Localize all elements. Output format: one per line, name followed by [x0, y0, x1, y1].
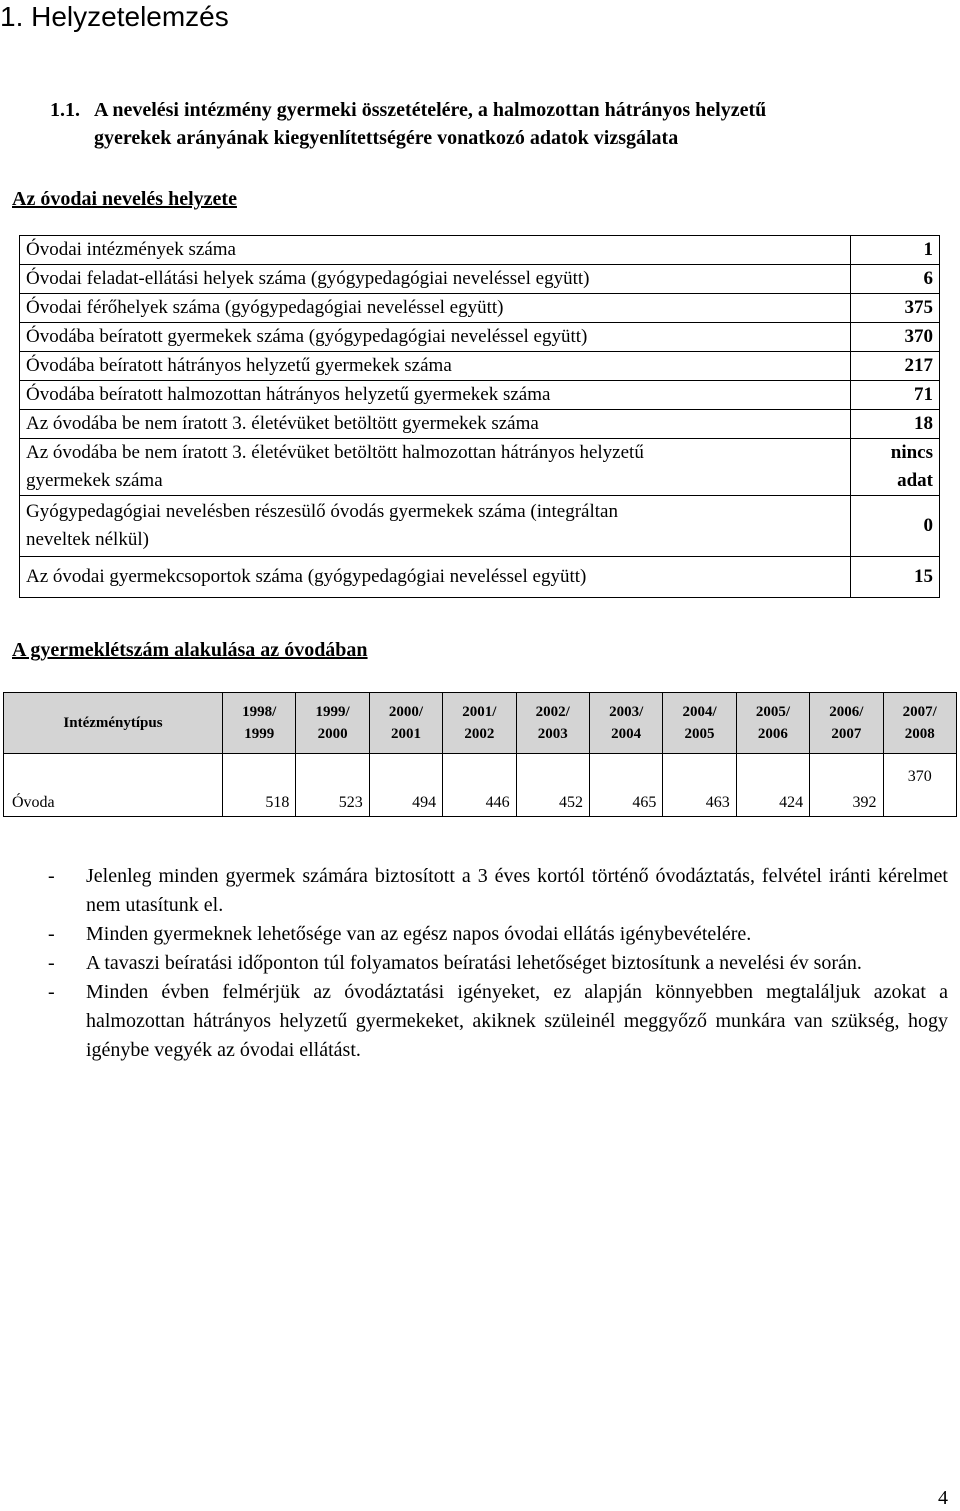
note-text: Jelenleg minden gyermek számára biztosított a 3 éves kortól történő óvodáztatás, felvétel iránti kérelmet nem utasítunk el.: [86, 865, 948, 916]
headcount-cell: 494: [369, 754, 442, 817]
stat-value: 6: [851, 265, 940, 294]
list-dash: -: [48, 952, 55, 974]
headcount-cell: 518: [223, 754, 296, 817]
page-number: 4: [938, 1487, 948, 1509]
stat-label: [20, 439, 851, 496]
stat-label-line-1: Gyógypedagógiai nevelésben részesülő óvodás gyermekek száma (integráltan: [26, 501, 618, 522]
headcount-cell: 523: [296, 754, 369, 817]
stat-value-line-1: nincs: [890, 442, 933, 463]
column-header-year: 2007/ 2008: [883, 693, 956, 754]
list-item: [48, 920, 948, 949]
headcount-table: [3, 692, 957, 817]
kindergarten-situation-title: Az óvodai nevelés helyzete: [12, 188, 237, 210]
table-row: [20, 294, 940, 323]
subheading-number: 1.1.: [50, 99, 80, 121]
subheading-line-1: A nevelési intézmény gyermeki összetételére, a halmozottan hátrányos helyzetű: [94, 99, 767, 121]
note-text: Minden évben felmérjük az óvodáztatási igényeket, ez alapján könnyebben megtaláljuk azokat a halmozottan hátrányos helyzetű gyermekeket, akiknek szüleinél meggyőző munkára van szükség, hogy igénybe vegyék az óvodai ellátást.: [86, 981, 948, 1061]
headcount-cell: 370: [883, 754, 956, 817]
list-dash: -: [48, 865, 55, 887]
table-row: [20, 410, 940, 439]
column-header-year: 2004/ 2005: [663, 693, 736, 754]
stat-label: Az óvodai gyermekcsoportok száma (gyógypedagógiai neveléssel együtt): [20, 557, 851, 598]
table-header-row: [4, 693, 957, 754]
stat-label: Óvodába beíratott halmozottan hátrányos helyzetű gyermekek száma: [20, 381, 851, 410]
stat-value: 15: [851, 557, 940, 598]
headcount-section-title: A gyermeklétszám alakulása az óvodában: [12, 639, 368, 661]
section-subheading: [50, 96, 930, 152]
list-dash: -: [48, 923, 55, 945]
stat-label: Óvodai férőhelyek száma (gyógypedagógiai neveléssel együtt): [20, 294, 851, 323]
list-item: [48, 949, 948, 978]
table-row: [20, 352, 940, 381]
table-row: [20, 439, 940, 496]
table-row: [20, 265, 940, 294]
column-header-year: 2005/ 2006: [736, 693, 809, 754]
headcount-cell: 392: [810, 754, 883, 817]
stat-value: [851, 439, 940, 496]
stat-value-line-2: adat: [897, 470, 933, 491]
list-dash: -: [48, 981, 55, 1003]
stat-value: 71: [851, 381, 940, 410]
row-label: Óvoda: [4, 754, 223, 817]
stat-label: Az óvodába be nem íratott 3. életévüket betöltött gyermekek száma: [20, 410, 851, 439]
column-header-type: Intézménytípus: [4, 693, 223, 754]
table-row: [20, 323, 940, 352]
stat-label-line-2: gyermekek száma: [26, 470, 163, 491]
stat-label: Óvodai feladat-ellátási helyek száma (gyógypedagógiai neveléssel együtt): [20, 265, 851, 294]
column-header-year: 2001/ 2002: [443, 693, 516, 754]
column-header-year: 1999/ 2000: [296, 693, 369, 754]
table-row: [4, 754, 957, 817]
headcount-cell: 446: [443, 754, 516, 817]
stat-label: [20, 496, 851, 557]
stat-label: Óvodai intézmények száma: [20, 236, 851, 265]
headcount-cell: 465: [589, 754, 662, 817]
column-header-year: 2003/ 2004: [589, 693, 662, 754]
subheading-line-2: gyerekek arányának kiegyenlítettségére vonatkozó adatok vizsgálata: [94, 127, 679, 149]
column-header-year: 2000/ 2001: [369, 693, 442, 754]
table-row: [20, 496, 940, 557]
list-item: [48, 862, 948, 920]
column-header-year: 2006/ 2007: [810, 693, 883, 754]
headcount-cell: 424: [736, 754, 809, 817]
stat-label-line-2: neveltek nélkül): [26, 529, 149, 550]
stat-value: 18: [851, 410, 940, 439]
stat-value: 0: [851, 496, 940, 557]
column-header-year: 1998/ 1999: [223, 693, 296, 754]
stat-label: Óvodába beíratott hátrányos helyzetű gyermekek száma: [20, 352, 851, 381]
headcount-cell: 463: [663, 754, 736, 817]
headcount-cell: 452: [516, 754, 589, 817]
stat-value: 217: [851, 352, 940, 381]
stat-value: 375: [851, 294, 940, 323]
table-row: [20, 557, 940, 598]
table-row: [20, 236, 940, 265]
stat-value: 1: [851, 236, 940, 265]
note-text: Minden gyermeknek lehetősége van az egész napos óvodai ellátás igénybevételére.: [86, 923, 752, 945]
kindergarten-stats-table: [19, 235, 940, 598]
list-item: [48, 978, 948, 1065]
stat-label-line-1: Az óvodába be nem íratott 3. életévüket betöltött halmozottan hátrányos helyzetű: [26, 442, 644, 463]
note-text: A tavaszi beíratási időponton túl folyamatos beíratási lehetőséget biztosítunk a nevelési év során.: [86, 952, 862, 974]
page-heading: 1. Helyzetelemzés: [0, 1, 229, 32]
notes-list: [48, 862, 948, 1065]
column-header-year: 2002/ 2003: [516, 693, 589, 754]
stat-value: 370: [851, 323, 940, 352]
stat-label: Óvodába beíratott gyermekek száma (gyógypedagógiai neveléssel együtt): [20, 323, 851, 352]
table-row: [20, 381, 940, 410]
